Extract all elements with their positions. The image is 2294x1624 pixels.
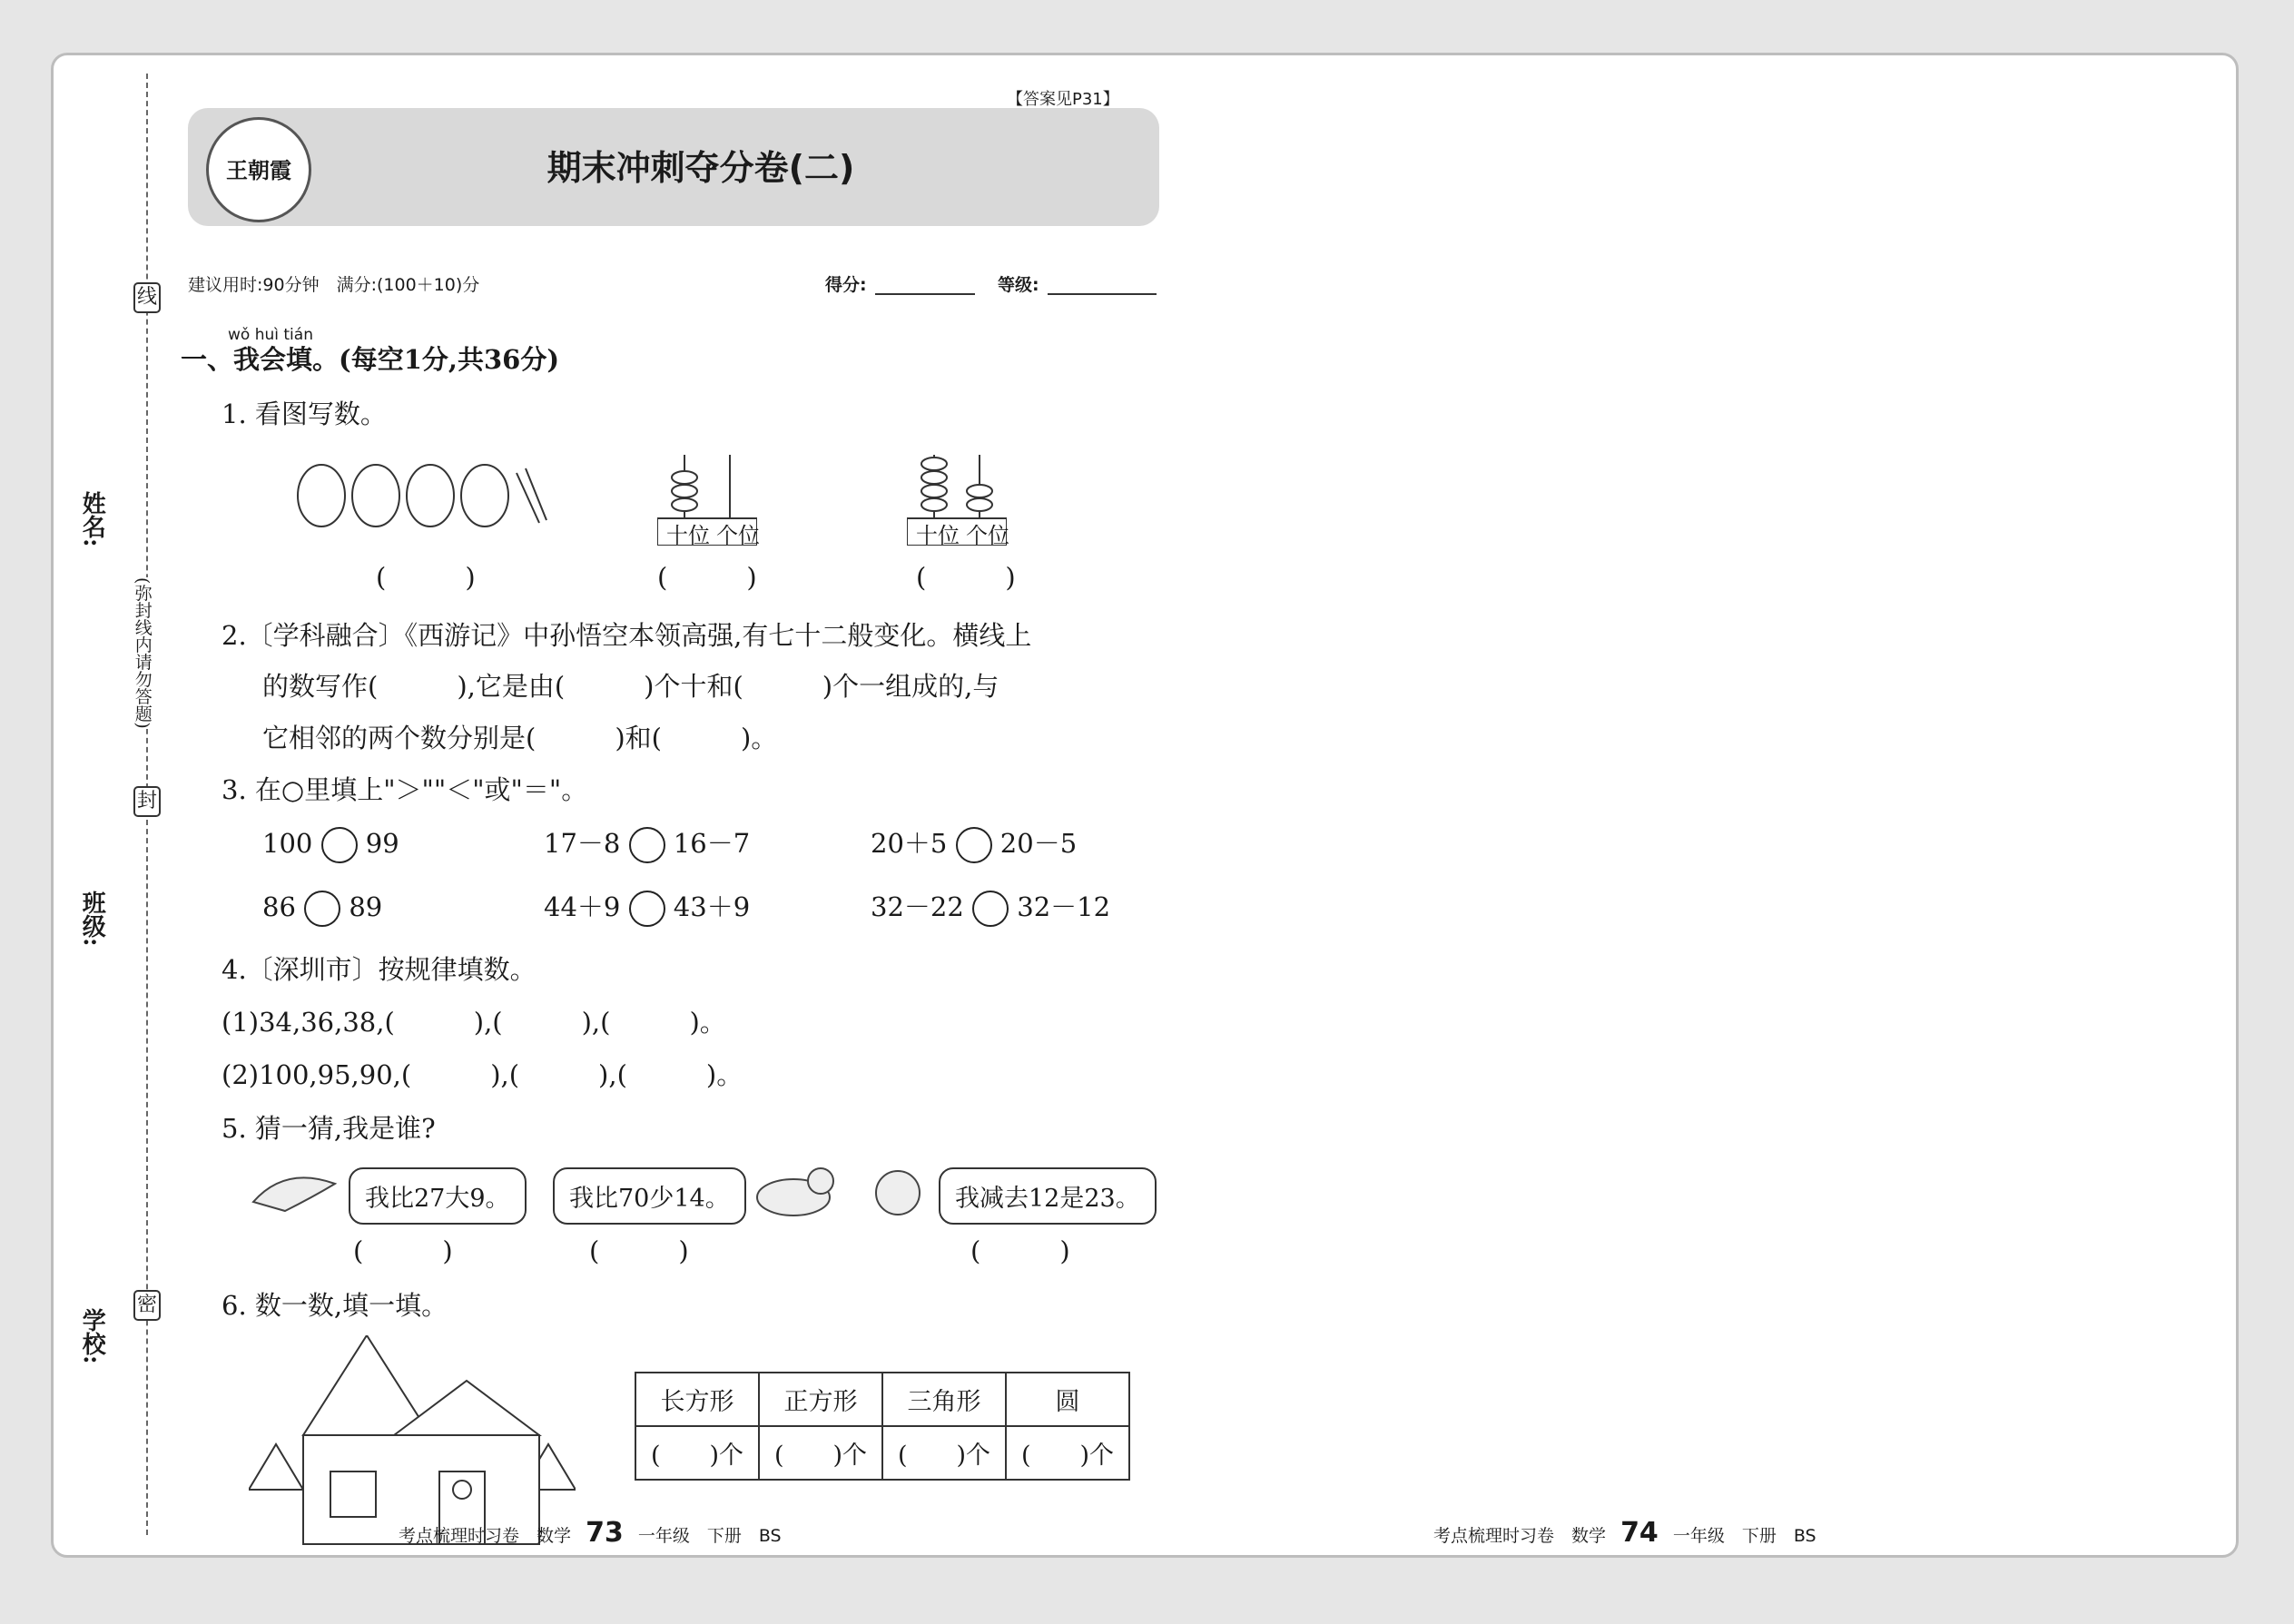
dolphin-figure bbox=[249, 1161, 349, 1228]
logo-text: 王朝霞 bbox=[226, 157, 291, 183]
table-cell[interactable]: ( )个 bbox=[882, 1426, 1006, 1480]
compare-circle[interactable] bbox=[972, 891, 1009, 927]
score-field[interactable] bbox=[875, 293, 975, 295]
header-bar bbox=[188, 108, 1159, 226]
table-header-square: 正方形 bbox=[759, 1373, 882, 1426]
exam-sheet bbox=[51, 53, 2239, 1558]
q5-text: 5. 猜一猜,我是谁? bbox=[222, 1113, 436, 1144]
q5-blank-3[interactable]: ( ) bbox=[970, 1235, 1070, 1266]
table-cell[interactable]: ( )个 bbox=[635, 1426, 759, 1480]
page-number-right: 74 bbox=[1620, 1517, 1659, 1549]
binding-note: (弥封线内请勿答题) bbox=[132, 577, 153, 729]
footer-left-text: 考点梳理时习卷 数学 bbox=[399, 1526, 572, 1546]
q5-bubble-3: 我减去12是23。 bbox=[939, 1167, 1157, 1225]
compare-circle[interactable] bbox=[321, 827, 358, 863]
page-number-left: 73 bbox=[586, 1517, 624, 1549]
q3-item-5: 44＋9 43＋9 bbox=[544, 891, 750, 927]
section1-title: 一、我会填。(每空1分,共36分) bbox=[181, 344, 560, 375]
footer-left-tail: 一年级 下册 BS bbox=[637, 1526, 782, 1546]
table-header-rect: 长方形 bbox=[635, 1373, 759, 1426]
table-header-circle: 圆 bbox=[1006, 1373, 1129, 1426]
q1-blank-1[interactable]: ( ) bbox=[376, 562, 476, 593]
dog-figure bbox=[743, 1161, 843, 1228]
binding-mark-2: 封 bbox=[133, 786, 161, 817]
time-score-info: 建议用时:90分钟 满分:(100＋10)分 bbox=[188, 275, 480, 295]
abacus-1-ones-label: 个位 bbox=[716, 523, 760, 548]
table-cell[interactable]: ( )个 bbox=[1006, 1426, 1129, 1480]
q2-line-3: 它相邻的两个数分别是( )和( )。 bbox=[262, 723, 778, 753]
table-header-triangle: 三角形 bbox=[882, 1373, 1006, 1426]
footer-right bbox=[1433, 1517, 1816, 1549]
section1-pinyin: wǒ huì tián bbox=[228, 326, 313, 344]
footer-right-text: 考点梳理时习卷 数学 bbox=[1433, 1526, 1607, 1546]
answer-ref: 【答案见P31】 bbox=[1007, 90, 1119, 109]
footer-left bbox=[399, 1517, 782, 1549]
abacus-2-ones-label: 个位 bbox=[966, 523, 1009, 548]
binding-class-label: 班级: bbox=[78, 891, 106, 947]
q5-blank-2[interactable]: ( ) bbox=[589, 1235, 689, 1266]
stick-bundles-figure bbox=[285, 455, 557, 540]
compare-circle[interactable] bbox=[304, 891, 340, 927]
footer-right-tail: 一年级 下册 BS bbox=[1672, 1526, 1816, 1546]
q4-text: 4.〔深圳市〕按规律填数。 bbox=[222, 954, 537, 985]
binding-mark-1: 线 bbox=[133, 282, 161, 313]
page-title: 期末冲刺夺分卷(二) bbox=[546, 148, 855, 188]
abacus-1-tens-label: 十位 bbox=[666, 523, 710, 548]
compare-circle[interactable] bbox=[629, 827, 665, 863]
abacus-2-tens-label: 十位 bbox=[916, 523, 960, 548]
table-cell[interactable]: ( )个 bbox=[759, 1426, 882, 1480]
q2-line-2: 的数写作( ),它是由( )个十和( )个一组成的,与 bbox=[262, 671, 999, 702]
q5-bubble-2: 我比70少14。 bbox=[553, 1167, 746, 1225]
grade-field[interactable] bbox=[1048, 293, 1157, 295]
q6-text: 6. 数一数,填一填。 bbox=[222, 1290, 448, 1321]
logo bbox=[206, 117, 311, 222]
binding-school-label: 学校: bbox=[78, 1308, 106, 1364]
q3-item-6: 32－22 32－12 bbox=[871, 891, 1110, 927]
q3-item-2: 17－8 16－7 bbox=[544, 827, 750, 863]
q1-text: 1. 看图写数。 bbox=[222, 399, 387, 429]
score-label: 得分: bbox=[825, 275, 867, 295]
q4-sub-1: (1)34,36,38,( ),( ),( )。 bbox=[222, 1007, 726, 1038]
binding-mark-3: 密 bbox=[133, 1290, 161, 1321]
compare-circle[interactable] bbox=[629, 891, 665, 927]
compare-circle[interactable] bbox=[956, 827, 992, 863]
q3-text: 3. 在○里填上"＞""＜"或"＝"。 bbox=[222, 774, 588, 805]
cat-figure bbox=[861, 1161, 934, 1228]
q5-bubble-1: 我比27大9。 bbox=[349, 1167, 527, 1225]
q5-blank-1[interactable]: ( ) bbox=[353, 1235, 453, 1266]
q4-sub-2: (2)100,95,90,( ),( ),( )。 bbox=[222, 1059, 743, 1090]
q6-count-table bbox=[635, 1372, 1130, 1481]
q1-blank-2[interactable]: ( ) bbox=[657, 562, 757, 593]
binding-name-label: 姓名: bbox=[78, 491, 106, 547]
binding-strip bbox=[54, 55, 172, 1555]
grade-label: 等级: bbox=[998, 275, 1039, 295]
q3-item-1: 100 99 bbox=[262, 827, 399, 863]
q3-item-4: 86 89 bbox=[262, 891, 382, 927]
q3-item-3: 20＋5 20－5 bbox=[871, 827, 1077, 863]
q2-line-1: 2.〔学科融合〕《西游记》中孙悟空本领高强,有七十二般变化。横线上 bbox=[222, 620, 1032, 651]
q1-blank-3[interactable]: ( ) bbox=[916, 562, 1016, 593]
